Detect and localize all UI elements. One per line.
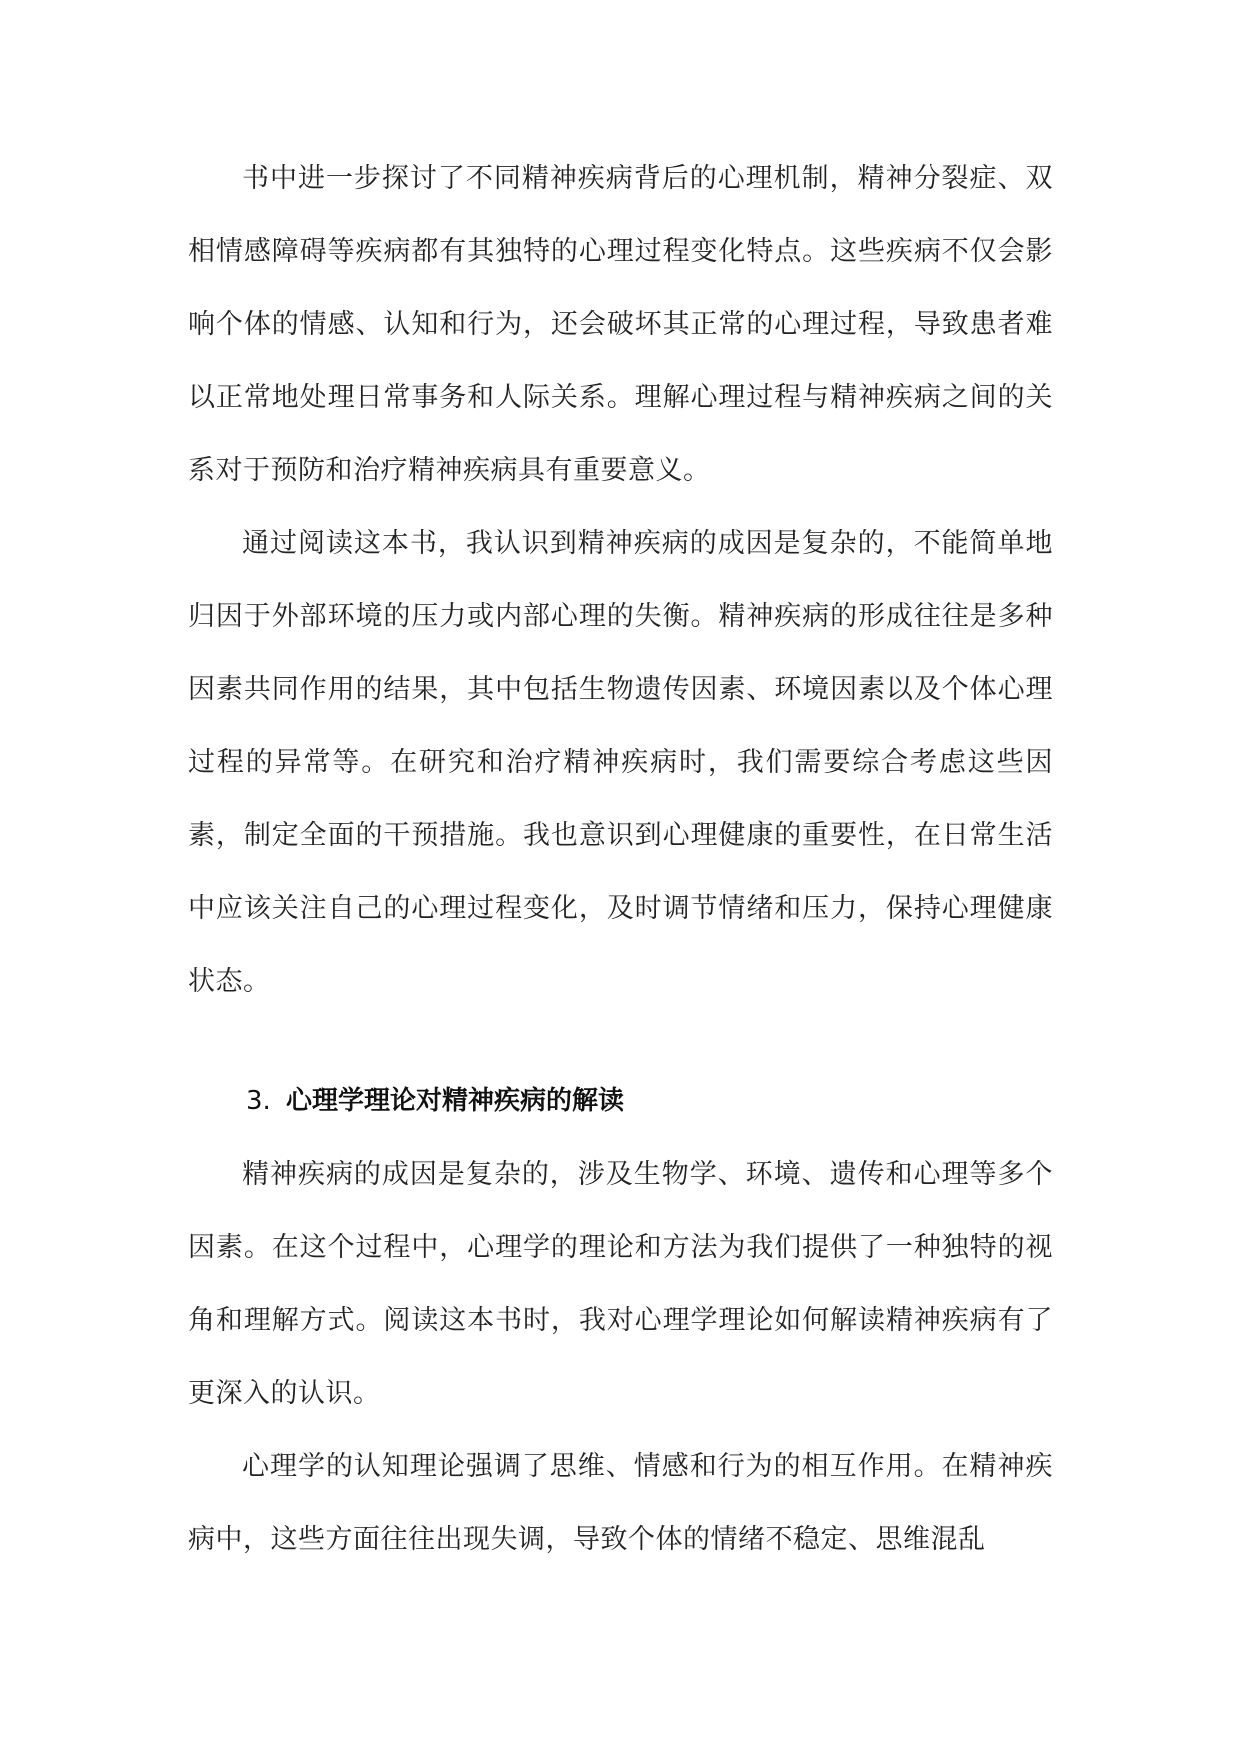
section-title: 心理学理论对精神疾病的解读 (286, 1086, 625, 1116)
paragraph-4: 心理学的认知理论强调了思维、情感和行为的相互作用。在精神疾病中，这些方面往往出现失调，导致个体的情绪不稳定、思维混乱 (188, 1451, 1053, 1555)
paragraph-3: 精神疾病的成因是复杂的，涉及生物学、环境、遗传和心理等多个因素。在这个过程中，心理学的理论和方法为我们提供了一种独特的视角和理解方式。阅读这本书时，我对心理学理论如何解读精神疾病有了更深入的认识。 (188, 1159, 1053, 1409)
section-heading (188, 1065, 1053, 1138)
section-number: 3. (246, 1086, 271, 1116)
paragraph-1: 书中进一步探讨了不同精神疾病背后的心理机制，精神分裂症、双相情感障碍等疾病都有其独特的心理过程变化特点。这些疾病不仅会影响个体的情感、认知和行为，还会破坏其正常的心理过程，导致患者难以正常地处理日常事务和人际关系。理解心理过程与精神疾病之间的关系对于预防和治疗精神疾病具有重要意义。 (188, 163, 1053, 486)
paragraph-2: 通过阅读这本书，我认识到精神疾病的成因是复杂的，不能简单地归因于外部环境的压力或内部心理的失衡。精神疾病的形成往往是多种因素共同作用的结果，其中包括生物遗传因素、环境因素以及个体心理过程的异常等。在研究和治疗精神疾病时，我们需要综合考虑这些因素，制定全面的干预措施。我也意识到心理健康的重要性，在日常生活中应该关注自己的心理过程变化，及时调节情绪和压力，保持心理健康状态。 (188, 528, 1053, 997)
